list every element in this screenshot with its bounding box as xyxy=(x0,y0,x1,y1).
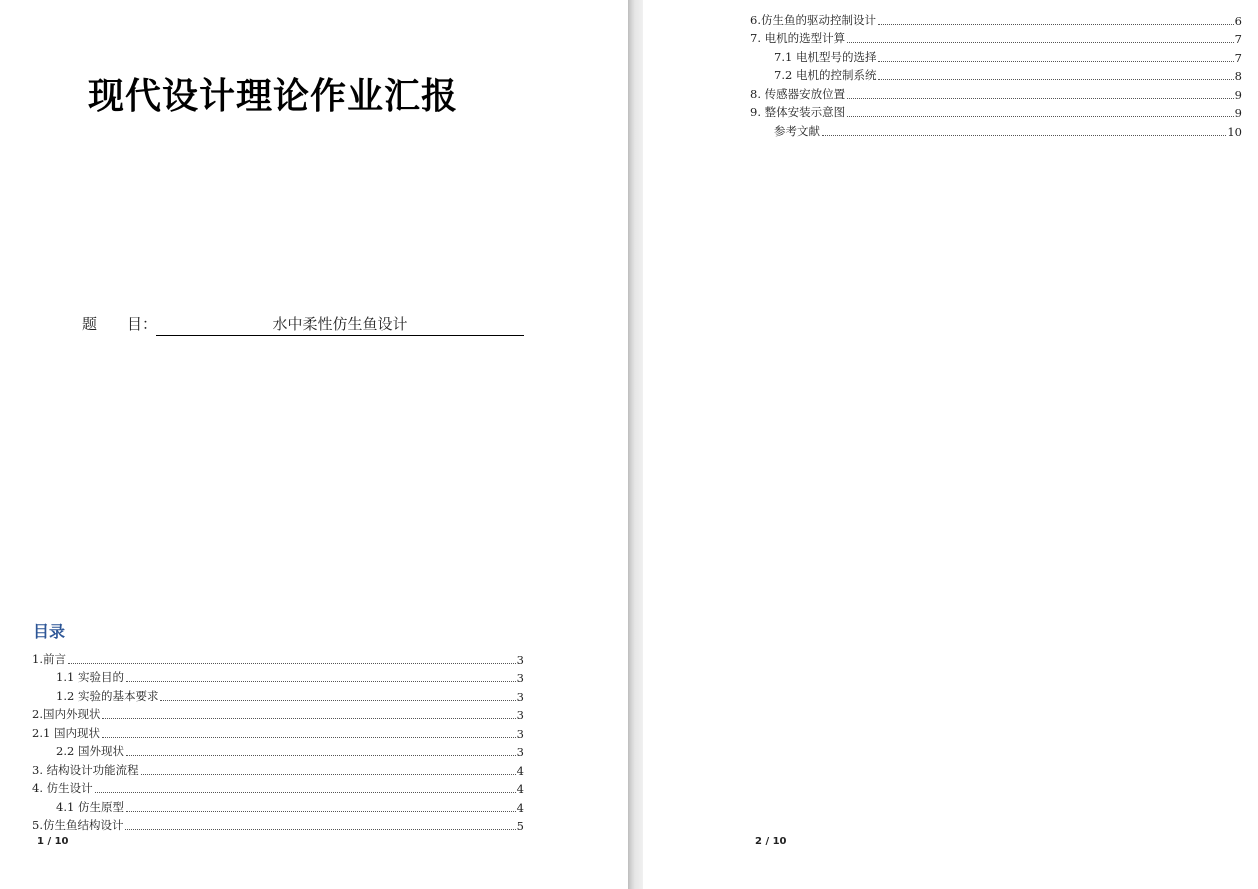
topic-label: 题 目： xyxy=(82,315,158,333)
document-title: 现代设计理论作业汇报 xyxy=(88,75,459,117)
toc-entry[interactable] xyxy=(750,46,1242,65)
toc-entry-label: 2.2 国外现状 xyxy=(56,744,124,758)
topic-row xyxy=(82,313,527,333)
toc-entry[interactable] xyxy=(750,102,1242,121)
toc-entry[interactable] xyxy=(32,685,524,704)
toc-dot-leader xyxy=(126,811,516,812)
toc-entry[interactable] xyxy=(32,667,524,686)
toc-entry[interactable] xyxy=(750,28,1242,47)
toc-entry[interactable] xyxy=(32,815,524,834)
toc-dot-leader xyxy=(878,24,1234,25)
toc-dot-leader xyxy=(878,61,1233,62)
toc-entry-label: 4.1 仿生原型 xyxy=(56,799,124,814)
toc-entry[interactable] xyxy=(32,722,524,741)
toc-entry[interactable] xyxy=(32,741,524,760)
toc-dot-leader xyxy=(125,829,515,830)
toc-entry-page: 3 xyxy=(516,726,524,741)
topic-value: 水中柔性仿生鱼设计 xyxy=(156,313,524,336)
toc-entry[interactable] xyxy=(750,120,1242,139)
toc-dot-leader xyxy=(141,774,516,775)
table-of-contents-page-1 xyxy=(32,648,524,833)
toc-dot-leader xyxy=(102,737,516,738)
toc-entry-label: 1.前言 xyxy=(32,651,66,666)
toc-entry-page: 4 xyxy=(516,782,524,796)
page-gutter xyxy=(628,0,643,889)
toc-entry[interactable] xyxy=(750,9,1242,28)
toc-entry-page: 3 xyxy=(516,689,524,704)
toc-entry-label: 5.仿生鱼结构设计 xyxy=(32,818,124,832)
toc-dot-leader xyxy=(822,135,1226,136)
toc-dot-leader xyxy=(126,755,516,756)
toc-dot-leader xyxy=(847,42,1234,43)
toc-entry-page: 3 xyxy=(516,708,524,722)
toc-dot-leader xyxy=(126,681,516,682)
toc-dot-leader xyxy=(847,116,1234,117)
toc-entry-label: 3. 结构设计功能流程 xyxy=(32,762,139,777)
toc-entry[interactable] xyxy=(32,778,524,797)
toc-dot-leader xyxy=(102,718,515,719)
table-of-contents-page-2 xyxy=(750,9,1242,139)
toc-entry[interactable] xyxy=(750,83,1242,102)
toc-entry-label: 9. 整体安装示意图 xyxy=(750,105,846,119)
toc-entry-page: 3 xyxy=(516,652,524,667)
toc-entry-page: 7 xyxy=(1234,50,1242,65)
toc-entry-label: 7. 电机的选型计算 xyxy=(750,31,846,45)
toc-entry-label: 8. 传感器安放位置 xyxy=(750,86,846,101)
toc-entry[interactable] xyxy=(32,796,524,815)
toc-entry-page: 6 xyxy=(1234,13,1242,28)
toc-entry-page: 3 xyxy=(516,671,524,685)
toc-entry-page: 3 xyxy=(516,745,524,759)
toc-dot-leader xyxy=(68,663,516,664)
toc-entry-page: 9 xyxy=(1234,106,1242,120)
toc-entry-label: 1.2 实验的基本要求 xyxy=(56,688,159,703)
toc-entry[interactable] xyxy=(32,648,524,667)
toc-entry[interactable] xyxy=(32,704,524,723)
toc-dot-leader xyxy=(95,792,516,793)
toc-entry-page: 9 xyxy=(1234,87,1242,102)
toc-entry[interactable] xyxy=(750,65,1242,84)
toc-entry-label: 参考文献 xyxy=(774,123,820,138)
toc-dot-leader xyxy=(878,79,1233,80)
toc-entry-label: 7.2 电机的控制系统 xyxy=(774,68,877,82)
toc-entry-page: 4 xyxy=(516,763,524,778)
toc-entry-label: 7.1 电机型号的选择 xyxy=(774,49,877,64)
toc-entry-page: 8 xyxy=(1234,69,1242,83)
toc-heading: 目录 xyxy=(33,622,66,641)
toc-dot-leader xyxy=(160,700,515,701)
toc-entry-page: 10 xyxy=(1227,124,1242,139)
toc-entry-label: 2.国内外现状 xyxy=(32,707,101,721)
toc-entry-label: 4. 仿生设计 xyxy=(32,781,93,795)
toc-entry-page: 4 xyxy=(516,800,524,815)
toc-dot-leader xyxy=(847,98,1234,99)
toc-entry[interactable] xyxy=(32,759,524,778)
toc-entry-label: 1.1 实验目的 xyxy=(56,670,124,684)
page-number: 2 / 10 xyxy=(755,836,787,847)
document-page-1 xyxy=(0,0,628,889)
toc-entry-label: 2.1 国内现状 xyxy=(32,725,100,740)
toc-entry-label: 6.仿生鱼的驱动控制设计 xyxy=(750,12,876,27)
page-number: 1 / 10 xyxy=(37,836,69,847)
toc-entry-page: 5 xyxy=(516,819,524,833)
toc-entry-page: 7 xyxy=(1234,32,1242,46)
